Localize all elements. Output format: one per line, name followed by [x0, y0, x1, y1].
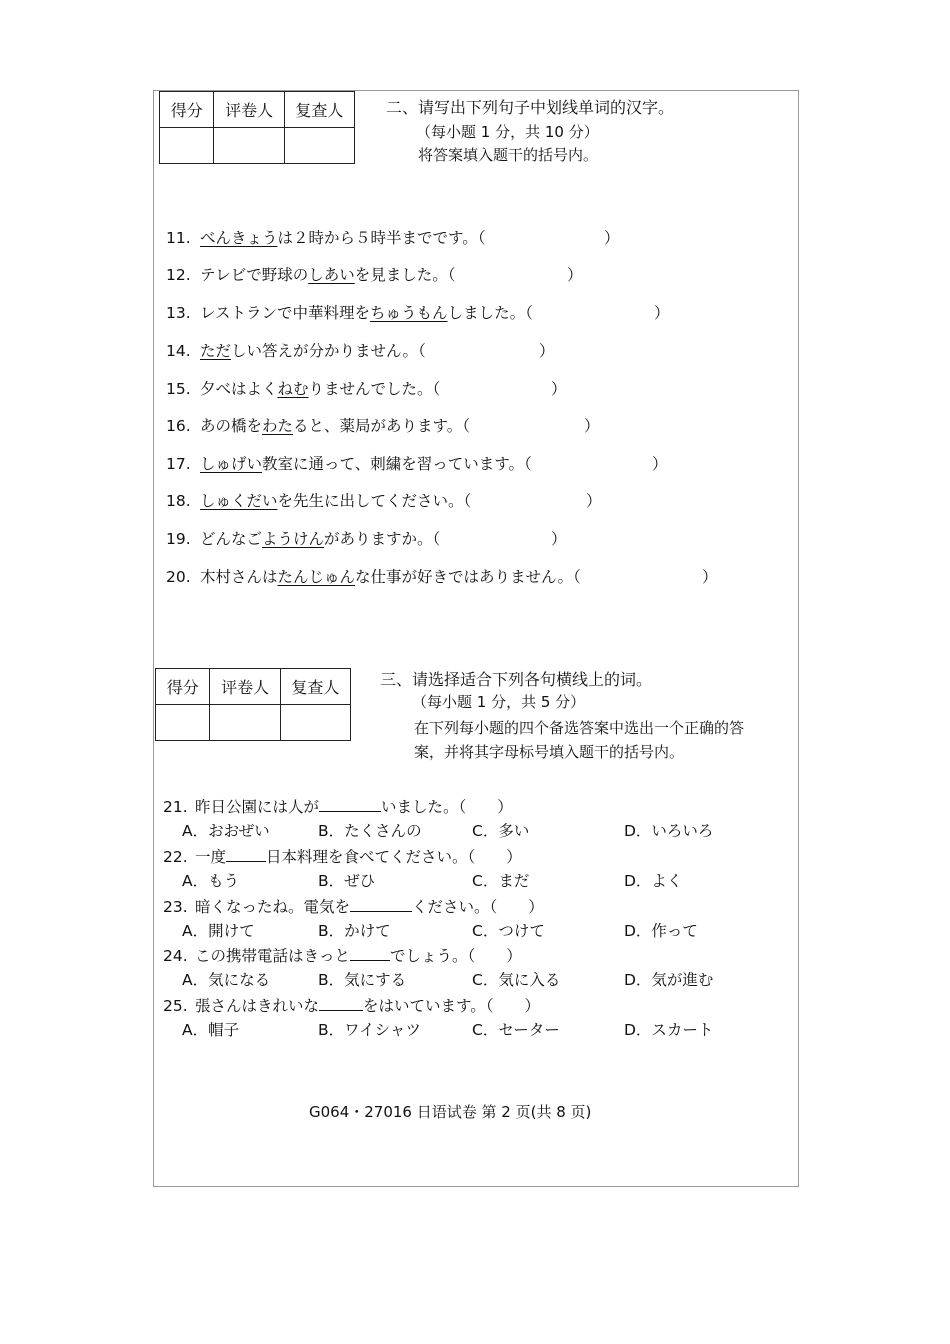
grader-cell[interactable] [210, 705, 280, 741]
question-text-after: りませんでした。（ [308, 380, 441, 398]
underlined-word: しゅくだい [200, 492, 278, 510]
question-text-before: 暗くなったね。電気を [195, 898, 351, 916]
underlined-word: ちゅうもん [370, 304, 448, 322]
choice-question-row [163, 944, 522, 966]
option-d[interactable]: D．よく [624, 872, 683, 890]
underlined-word: わた [262, 417, 294, 435]
answer-paren-close: ） [702, 568, 718, 586]
score-cell[interactable] [160, 128, 214, 164]
section2-note: 将答案填入题干的括号内。 [418, 146, 599, 164]
question-text-after: ください。（ ） [412, 898, 544, 916]
question-text-after: を先生に出してください。（ [277, 492, 472, 510]
question-text-after: がありますか。（ [324, 530, 441, 548]
question-text-after: ると、薬局があります。（ [293, 417, 471, 435]
option-c[interactable]: C．つけて [472, 922, 545, 940]
score-table-section2 [159, 91, 355, 164]
option-a[interactable]: A．気になる [182, 971, 271, 989]
reviewer-header: 复查人 [284, 92, 354, 128]
question-number: 17. [166, 455, 191, 473]
answer-paren-close: ） [652, 455, 668, 473]
answer-paren-close: ） [604, 229, 620, 247]
grader-header: 评卷人 [214, 92, 284, 128]
option-a[interactable]: A．帽子 [182, 1021, 240, 1039]
grader-cell[interactable] [214, 128, 284, 164]
answer-paren-close: ） [586, 492, 602, 510]
underlined-word: しあい [308, 266, 355, 284]
section3-note-line1: 在下列每小题的四个备选答案中选出一个正确的答 [414, 719, 745, 737]
question-text-before: 夕べはよく [200, 380, 278, 398]
section2-points: （每小题 1 分，共 10 分） [416, 123, 599, 141]
underlined-word: ただ [200, 342, 232, 360]
question-text-after: 日本料理を食べてください。（ ） [266, 848, 522, 866]
underlined-word: ねむ [277, 380, 309, 398]
question-text-after: しました。（ [447, 304, 533, 322]
answer-blank[interactable] [319, 797, 381, 812]
section3-note-line2: 案，并将其字母标号填入题干的括号内。 [414, 743, 685, 761]
option-c[interactable]: C．多い [472, 822, 530, 840]
underlined-word: しゅげい [200, 455, 263, 473]
option-d[interactable]: D．いろいろ [624, 822, 714, 840]
question-number: 14. [166, 342, 191, 360]
answer-blank[interactable] [319, 996, 363, 1011]
question-text-after: でしょう。（ ） [390, 947, 522, 965]
answer-blank[interactable] [226, 847, 266, 862]
section2-title: 二、请写出下列句子中划线单词的汉字。 [386, 98, 675, 117]
question-number: 24. [163, 947, 188, 965]
question-row [166, 226, 486, 248]
option-a[interactable]: A．おおぜい [182, 822, 270, 840]
reviewer-cell[interactable] [280, 705, 350, 741]
section3-title: 三、请选择适合下列各句横线上的词。 [380, 670, 653, 689]
score-cell[interactable] [156, 705, 210, 741]
question-text-before: 一度 [195, 848, 227, 866]
question-number: 19. [166, 530, 191, 548]
question-number: 16. [166, 417, 191, 435]
option-c[interactable]: C．まだ [472, 872, 530, 890]
question-row [166, 452, 532, 474]
option-b[interactable]: B．気にする [318, 971, 407, 989]
question-text-before: テレビで野球の [200, 266, 309, 284]
reviewer-header: 复查人 [280, 669, 350, 705]
question-text-after: をはいています。（ ） [363, 997, 541, 1015]
question-row [166, 301, 533, 323]
question-number: 15. [166, 380, 191, 398]
option-b[interactable]: B．かけて [318, 922, 391, 940]
question-number: 12. [166, 266, 191, 284]
question-text-before: 昨日公園には人が [195, 798, 320, 816]
answer-paren-close: ） [584, 417, 600, 435]
option-b[interactable]: B．たくさんの [318, 822, 422, 840]
option-c[interactable]: C．セーター [472, 1021, 560, 1039]
question-text-before: あの橋を [200, 417, 263, 435]
question-text-before: 張さんはきれいな [195, 997, 320, 1015]
answer-paren-close: ） [551, 530, 567, 548]
option-a[interactable]: A．もう [182, 872, 240, 890]
answer-paren-close: ） [551, 380, 567, 398]
question-text-before: 木村さんは [200, 568, 278, 586]
question-row [166, 489, 471, 511]
option-d[interactable]: D．気が進む [624, 971, 714, 989]
choice-question-row [163, 795, 513, 817]
question-row [166, 414, 470, 436]
choice-question-row [163, 994, 540, 1016]
question-number: 20. [166, 568, 191, 586]
question-row [166, 339, 426, 361]
score-header: 得分 [156, 669, 210, 705]
question-text-before: この携帯電話はきっと [195, 947, 351, 965]
answer-blank[interactable] [350, 897, 412, 912]
option-a[interactable]: A．開けて [182, 922, 255, 940]
option-b[interactable]: B．ワイシャツ [318, 1021, 421, 1039]
question-text-after: を見ました。（ [354, 266, 456, 284]
reviewer-cell[interactable] [284, 128, 354, 164]
question-number: 21. [163, 798, 188, 816]
score-table-section3 [155, 668, 351, 741]
section3-points: （每小题 1 分，共 5 分） [412, 693, 586, 711]
option-c[interactable]: C．気に入る [472, 971, 561, 989]
answer-paren-close: ） [539, 342, 555, 360]
question-text-after: な仕事が好きではありません。（ [355, 568, 581, 586]
answer-paren-close: ） [567, 266, 583, 284]
question-number: 25. [163, 997, 188, 1015]
question-row [166, 263, 455, 285]
score-header: 得分 [160, 92, 214, 128]
page-footer: G064・27016 日语试卷 第 2 页(共 8 页) [309, 1103, 592, 1121]
choice-question-row [163, 845, 522, 867]
question-row [166, 377, 440, 399]
question-text-after: しい答えが分かりません。（ [231, 342, 426, 360]
question-text-after: いました。（ ） [381, 798, 513, 816]
answer-blank[interactable] [350, 946, 390, 961]
underlined-word: べんきょう [200, 229, 278, 247]
option-d[interactable]: D．スカート [624, 1021, 714, 1039]
underlined-word: ようけん [262, 530, 325, 548]
exam-page [153, 90, 799, 1187]
question-number: 22. [163, 848, 188, 866]
question-number: 11. [166, 229, 191, 247]
question-row [166, 565, 581, 587]
question-number: 23. [163, 898, 188, 916]
answer-paren-close: ） [654, 304, 670, 322]
question-text-after: は２時から５時半までです。（ [277, 229, 486, 247]
option-d[interactable]: D．作って [624, 922, 698, 940]
question-text-after: 教室に通って、刺繍を習っています。（ [262, 455, 532, 473]
option-b[interactable]: B．ぜひ [318, 872, 376, 890]
choice-question-row [163, 895, 544, 917]
question-number: 18. [166, 492, 191, 510]
grader-header: 评卷人 [210, 669, 280, 705]
question-number: 13. [166, 304, 191, 322]
question-row [166, 527, 440, 549]
question-text-before: どんなご [200, 530, 263, 548]
question-text-before: レストランで中華料理を [200, 304, 371, 322]
underlined-word: たんじゅん [277, 568, 356, 586]
